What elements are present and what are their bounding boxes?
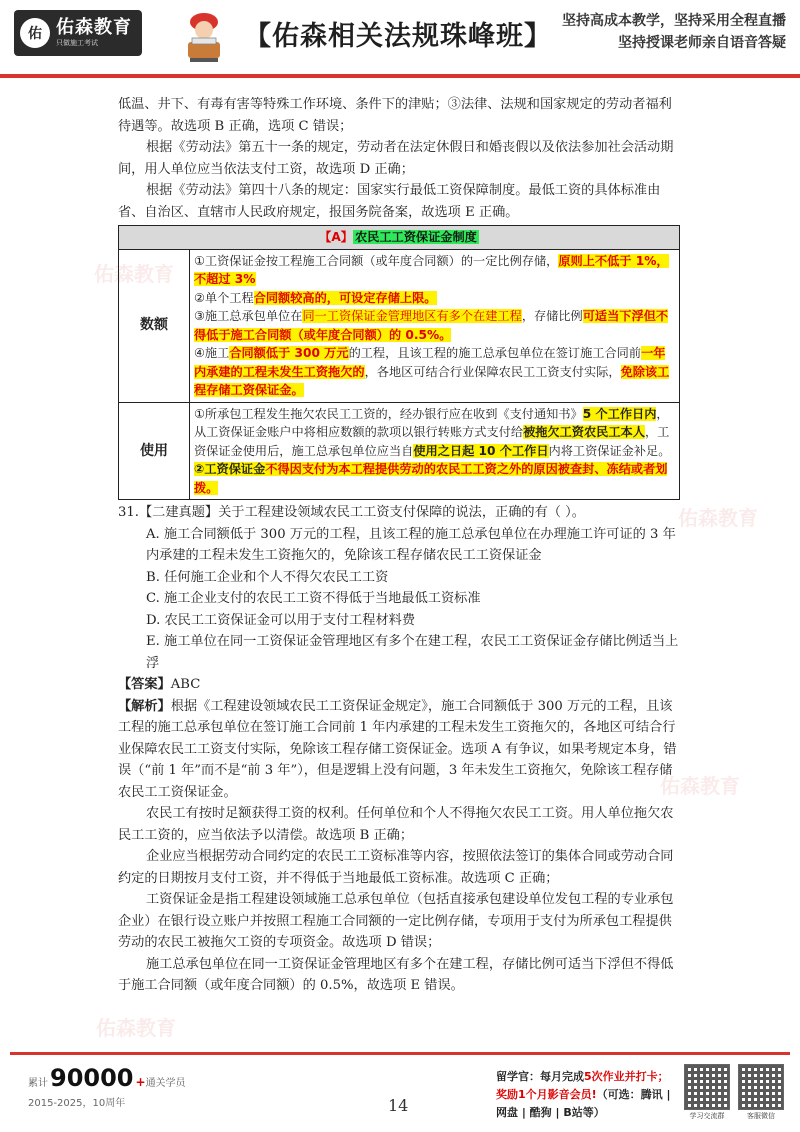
page-header — [0, 0, 800, 82]
usage-rule-2: ②工资保证金不得因支付为本工程提供劳动的农民工工资之外的原因被查封、冻结或者划拨。 — [194, 462, 668, 495]
logo-name: 佑森教育 — [56, 17, 132, 38]
amount-rule-3: ③施工总承包单位在同一工资保证金管理地区有多个在建工程，存储比例可适当下浮但不得低于施工合同额（或年度合同额）的 0.5%。 — [194, 309, 669, 342]
page-number: 14 — [388, 1096, 409, 1115]
qr-code-icon[interactable] — [738, 1064, 784, 1120]
qr-caption: 客服微信 — [747, 1112, 775, 1120]
student-count — [28, 1064, 186, 1109]
intro-paragraph: 低温、井下、有毒有害等特殊工作环境、条件下的津贴；③法律、法规和国家规定的劳动者福利待遇等。故选项 B 正确，选项 C 错误； — [118, 97, 672, 134]
watermark: 佑森教育 — [94, 262, 174, 286]
header-slogan-line-2: 坚持授课老师亲自语音答疑 — [618, 35, 786, 51]
count-value: 90000 — [50, 1064, 134, 1092]
qr-caption: 学习交流群 — [689, 1112, 725, 1120]
row-label-amount: 数额 — [119, 249, 190, 402]
header-divider — [0, 74, 800, 78]
promo-text: 留学官：每月完成5次作业并打卡； 奖励1个月影音会员!（可选：腾讯 | 网盘 | 酷狗 | B站等） — [496, 1070, 671, 1119]
table-title-text: 农民工工资保证金制度 — [354, 230, 477, 244]
table-title — [119, 226, 680, 250]
option-b: B. 任何施工企业和个人不得欠农民工工资 — [146, 569, 389, 585]
amount-rule-2: ②单个工程合同额较高的，可设定存储上限。 — [194, 290, 437, 305]
watermark: 佑森教育 — [678, 506, 758, 530]
answer-line — [118, 674, 680, 696]
amount-cell — [190, 249, 680, 402]
amount-rule-1: ①工资保证金按工程施工合同额（或年度合同额）的一定比例存储，原则上不低于 1%，不超过 3% — [194, 253, 669, 286]
usage-cell — [190, 402, 680, 500]
footer-divider — [10, 1052, 790, 1055]
intro-paragraph: 根据《劳动法》第四十八条的规定：国家实行最低工资保障制度。最低工资的具体标准由省、自治区、直辖市人民政府规定，报国务院备案，故选项 E 正确。 — [118, 183, 661, 220]
main-content — [118, 94, 680, 997]
wage-deposit-table — [118, 225, 680, 500]
analysis-label: 【解析】 — [118, 698, 171, 714]
qr-code-icon[interactable] — [684, 1064, 730, 1120]
analysis-paragraph: 农民工有按时足额获得工资的权利。任何单位和个人不得拖欠农民工工资。用人单位拖欠农民工工资的，应当依法予以清偿。故选项 B 正确； — [118, 806, 674, 843]
count-prefix: 累计 — [28, 1078, 48, 1089]
option-d: D. 农民工工资保证金可以用于支付工程材料费 — [146, 612, 416, 628]
page-footer — [0, 1052, 800, 1132]
watermark: 佑森教育 — [660, 774, 740, 798]
analysis-paragraph: 【解析】根据《工程建设领域农民工工资保证金规定》，施工合同额低于 300 万元的工程，且该工程的施工总承包单位在签订施工合同前 1 年内承建的工程未发生工资拖欠的，各地区可结合行业保障农民工工资支付实际，免除该工程存储工资保证金。选项 A 有争议，如果考规定本身，错误（“前 1 年”而不是“前 3 年”），但是逻辑上没有问题，3 年未发生工资拖欠，免除该工程存储农民工工资保证金。 — [118, 698, 677, 800]
header-slogan — [562, 10, 786, 54]
row-label-usage: 使用 — [119, 402, 190, 500]
table-tag: 【A】 — [319, 230, 353, 244]
mascot-icon — [182, 8, 226, 64]
analysis-paragraph: 施工总承包单位在同一工资保证金管理地区有多个在建工程，存储比例可适当下浮但不得低于施工合同额（或年度合同额）的 0.5%，故选项 E 错误。 — [118, 956, 674, 993]
header-slogan-line-1: 坚持高成本教学，坚持采用全程直播 — [562, 13, 786, 29]
usage-rule-1: ①所承包工程发生拖欠农民工工资的，经办银行应在收到《支付通知书》5 个工作日内，从工资保证金账户中将相应数额的款项以银行转账方式支付给被拖欠工资农民工本人，工资保证金使用后，施工总承包单位应当自使用之日起 10 个工作日内将工资保证金补足。 — [194, 406, 671, 458]
logo-mark-icon: 佑 — [20, 18, 50, 48]
intro-paragraph: 根据《劳动法》第五十一条的规定，劳动者在法定休假日和婚丧假以及依法参加社会活动期间，用人单位应当依法支付工资，故选项 D 正确； — [118, 140, 674, 177]
logo-slogan: 只做施工考试 — [56, 39, 98, 47]
watermark: 佑森教育 — [96, 1016, 176, 1040]
header-title: 【佑森相关法规珠峰班】 — [244, 21, 552, 52]
answer-value: ABC — [170, 677, 201, 692]
analysis-paragraph: 企业应当根据劳动合同约定的农民工工资标准等内容，按照依法签订的集体合同或劳动合同约定的日期按月支付工资，并不得低于当地最低工资标准。故选项 C 正确； — [118, 849, 674, 886]
amount-rule-4: ④施工合同额低于 300 万元的工程，且该工程的施工总承包单位在签订施工合同前一年内承建的工程未发生工资拖欠的，各地区可结合行业保障农民工工资支付实际，免除该工程存储工资保证金。 — [194, 346, 670, 397]
option-e: E. 施工单位在同一工资保证金管理地区有多个在建工程，农民工工资保证金存储比例适当上浮 — [146, 634, 679, 671]
analysis-paragraph: 工资保证金是指工程建设领域施工总承包单位（包括直接承包建设单位发包工程的专业承包企业）在银行设立账户并按照工程施工合同额的一定比例存储，专项用于支付为所承包工程提供劳动的农民工被拖欠工资的专项资金。故选项 D 错误； — [118, 892, 674, 950]
count-suffix: 通关学员 — [145, 1078, 186, 1089]
count-plus: + — [135, 1075, 146, 1089]
option-c: C. 施工企业支付的农民工工资不得低于当地最低工资标准 — [146, 591, 481, 606]
brand-logo — [14, 10, 142, 56]
years-label: 2015-2025，10周年 — [28, 1098, 126, 1109]
option-a: A. 施工合同额低于 300 万元的工程，且该工程的施工总承包单位在办理施工许可证的 3 年内承建的工程未发生工资拖欠的，免除该工程存储农民工工资保证金 — [146, 526, 676, 563]
answer-label: 【答案】 — [118, 677, 171, 692]
question-stem: 31.【二建真题】关于工程建设领域农民工工资支付保障的说法，正确的有（ ）。 — [118, 505, 585, 520]
